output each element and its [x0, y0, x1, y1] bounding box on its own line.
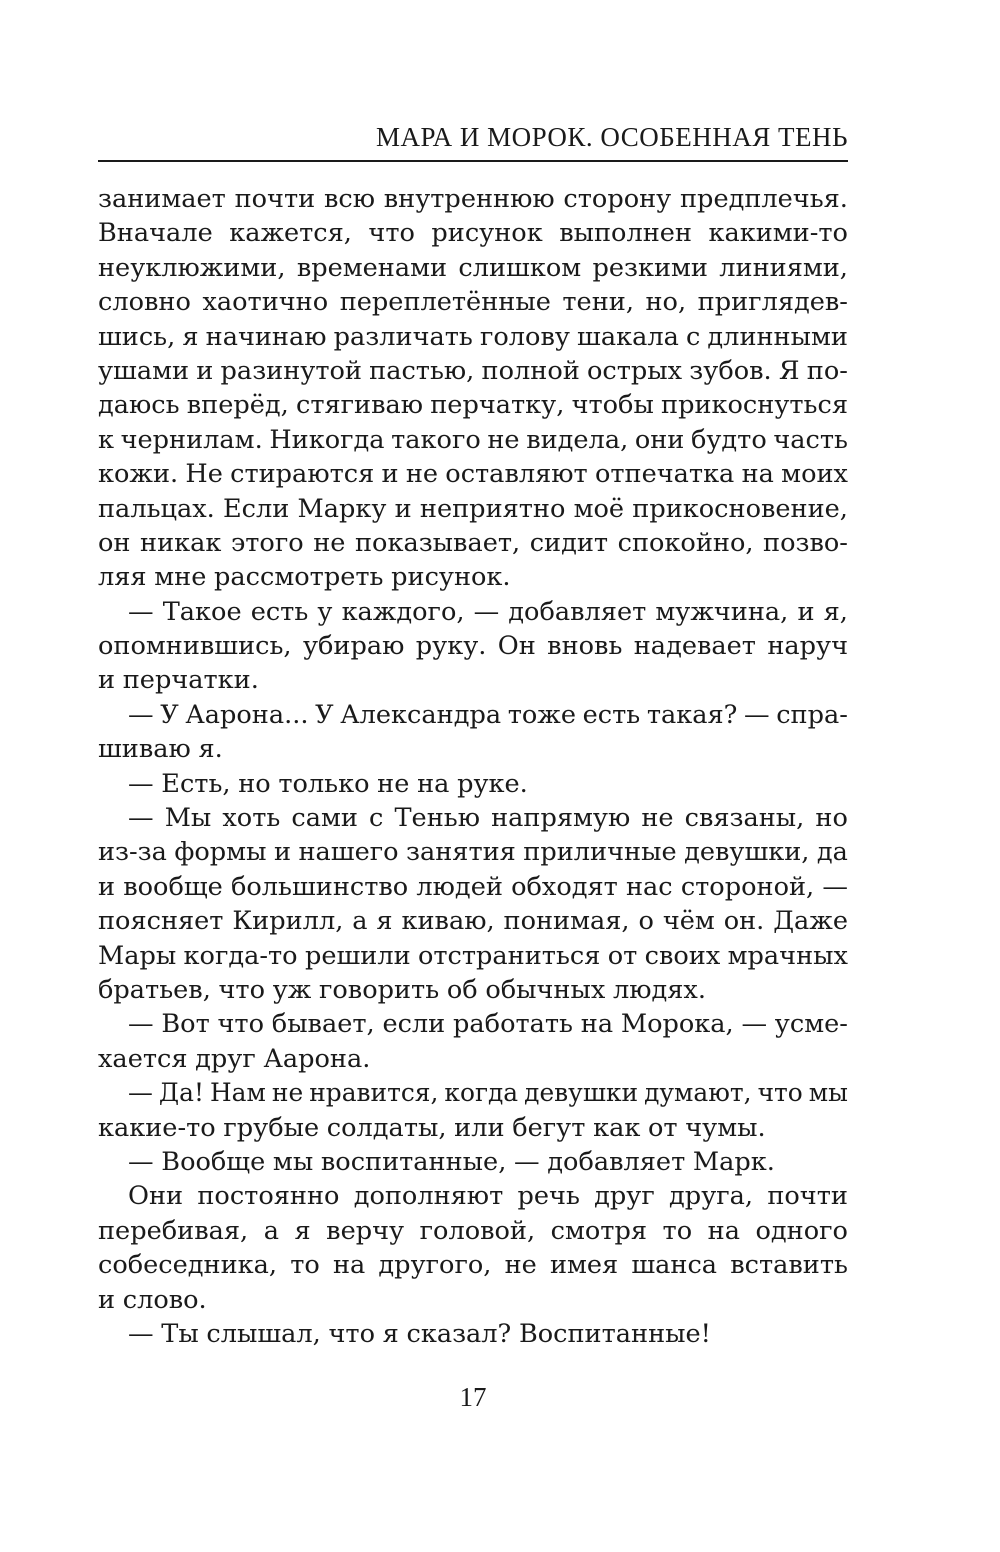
header-rule — [98, 160, 848, 162]
text-line: даюсь вперёд, стягиваю перчатку, чтобы прикоснуться — [98, 390, 848, 421]
text-line: поясняет Кирилл, а я киваю, понимая, о чём он. Даже — [98, 906, 848, 937]
text-line: — Вот что бывает, если работать на Морока, — усме- — [128, 1009, 848, 1040]
text-line: перебивая, а я верчу головой, смотря то на одного — [98, 1215, 848, 1246]
text-line: пальцах. Если Марку и неприятно моё прикосновение, — [98, 493, 848, 524]
text-line: к чернилам. Никогда такого не видела, они будто часть — [98, 424, 848, 455]
text-line: он никак этого не показывает, сидит спокойно, позво- — [98, 527, 848, 558]
text-line: занимает почти всю внутреннюю сторону предплечья. — [98, 184, 848, 214]
text-line: Вначале кажется, что рисунок выполнен какими-то — [98, 218, 848, 249]
text-line: — Вообще мы воспитанные, — добавляет Марк. — [128, 1146, 775, 1177]
text-line: — Ты слышал, что я сказал? Воспитанные! — [128, 1318, 711, 1349]
text-line: из-за формы и нашего занятия приличные девушки, да — [98, 837, 848, 868]
text-line: какие-то грубые солдаты, или бегут как от чумы. — [98, 1112, 766, 1143]
text-line: собеседника, то на другого, не имея шанса вставить — [98, 1250, 848, 1281]
page-number: 17 — [459, 1382, 487, 1412]
text-line: кожи. Не стираются и не оставляют отпечатка на моих — [98, 459, 848, 490]
text-line: братьев, что уж говорить об обычных людях. — [98, 974, 706, 1005]
running-head: МАРА И МОРОК. ОСОБЕННАЯ ТЕНЬ — [376, 122, 848, 152]
text-line: — Мы хоть сами с Тенью напрямую не связаны, но — [128, 803, 848, 834]
text-line: — Да! Нам не нравится, когда девушки думают, что мы — [128, 1078, 848, 1108]
text-line: — Есть, но только не на руке. — [128, 768, 528, 799]
text-line: и слово. — [98, 1284, 207, 1315]
text-line: и вообще большинство людей обходят нас стороной, — — [98, 871, 848, 902]
text-line: — У Аарона... У Александра тоже есть такая? — спра- — [128, 699, 848, 730]
text-line: ляя мне рассмотреть рисунок. — [98, 562, 511, 593]
text-line: и перчатки. — [98, 665, 259, 696]
text-line: хается друг Аарона. — [98, 1043, 371, 1074]
text-line: Они постоянно дополняют речь друг друга, почти — [128, 1181, 848, 1212]
text-line: неуклюжими, временами слишком резкими линиями, — [98, 252, 848, 283]
text-line: — Такое есть у каждого, — добавляет мужчина, и я, — [128, 596, 848, 627]
text-line: опомнившись, убираю руку. Он вновь надевает наруч — [98, 631, 848, 662]
text-line: шись, я начинаю различать голову шакала с длинными — [98, 321, 848, 352]
text-line: Мары когда-то решили отстраниться от своих мрачных — [98, 940, 848, 971]
text-line: шиваю я. — [98, 734, 223, 765]
body-text — [98, 182, 848, 1351]
text-line: словно хаотично переплетённые тени, но, приглядев- — [98, 287, 848, 318]
text-line: ушами и разинутой пастью, полной острых зубов. Я по- — [98, 355, 848, 386]
